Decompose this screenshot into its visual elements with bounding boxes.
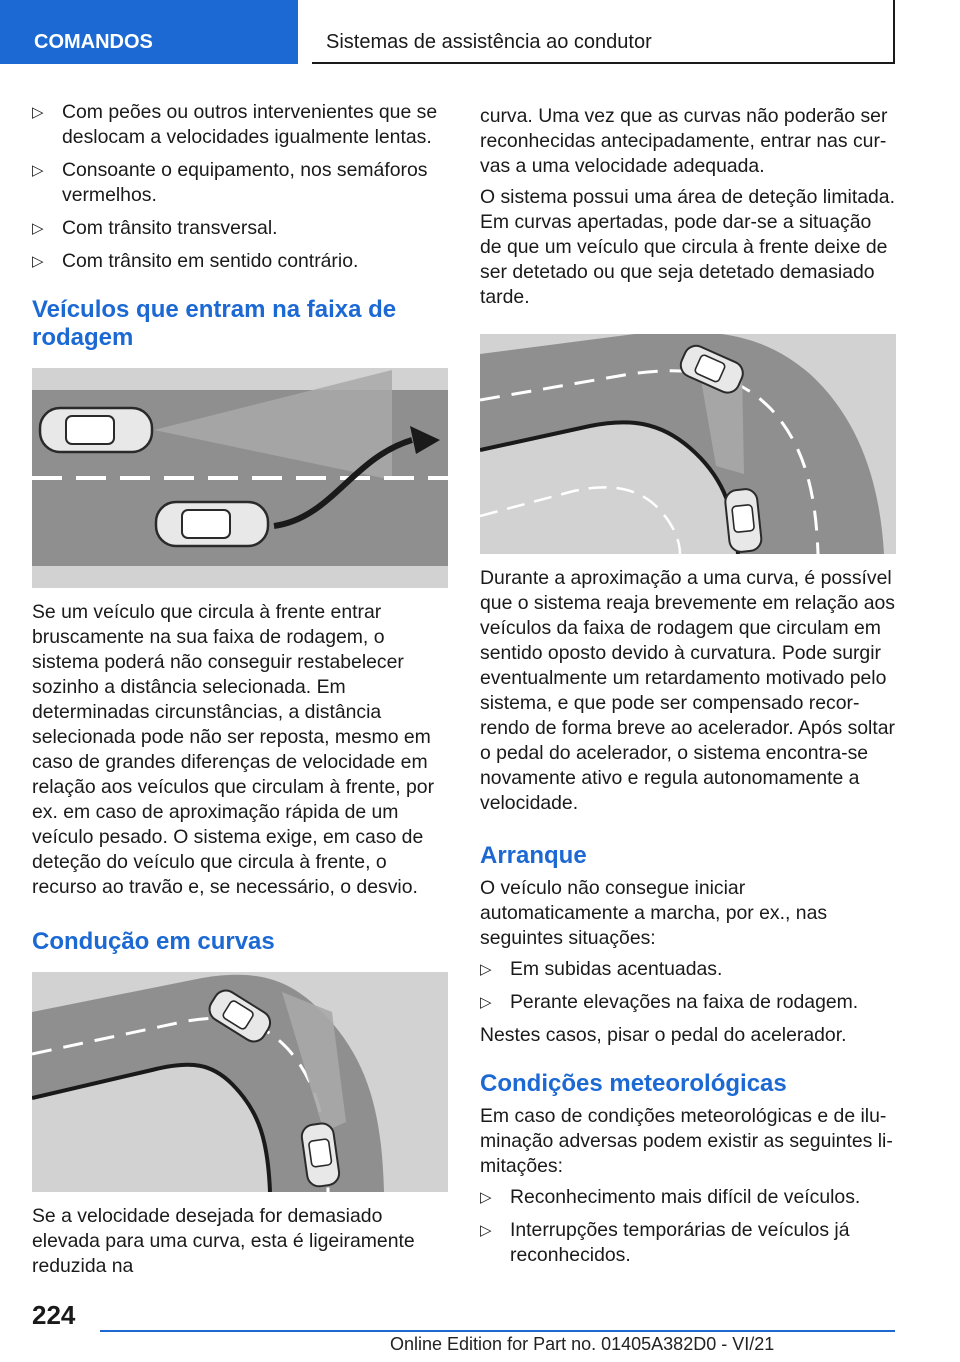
- left-column: [32, 100, 448, 1285]
- list-item: ▷ Perante elevações na faixa de rodagem.: [480, 991, 859, 1013]
- paragraph-nestes: Nestes casos, pisar o pedal do acelerador.: [480, 1024, 847, 1046]
- car-merging: [156, 502, 268, 546]
- paragraph-meteo: Em caso de condições meteorológicas e de iluminação adversas podem existir as seguintes limitações:: [480, 1105, 893, 1177]
- list-item: ▷ Com peões ou outros intervenientes que se deslocam a velocidades igualmente lentas.: [32, 101, 438, 148]
- footer-divider: [100, 1330, 895, 1332]
- triangle-right-icon: ▷: [32, 253, 44, 270]
- footer-edition: Online Edition for Part no. 01405A382D0 - VI/21: [390, 1334, 775, 1354]
- list-item: ▷ Em subidas acentuadas.: [480, 958, 723, 980]
- car-ahead: [40, 408, 152, 452]
- figure-lane-change: [32, 368, 448, 588]
- heading-meteo: Condições meteorológicas: [480, 1070, 787, 1097]
- paragraph-curva-cont: curva. Uma vez que as curvas não poderão ser reconhecidas antecipadamente, entrar nas curvas a uma velocidade adequada.: [480, 105, 888, 177]
- paragraph-aproximacao: Durante a aproximação a uma curva, é possível que o sistema reaja brevemente em relação aos veículos da faixa de rodagem que circulam em sentido oposto devido à curvatura. Pode surgir eventualmente um retardamento motivado pelo sistema, e que pode ser compensado recorrendo de forma breve ao acelerador. Após soltar o pedal do acelerador, o sistema encontra-se novamente ativo e regula autonomamente a velocidade.: [480, 567, 895, 814]
- list-item: ▷ Interrupções temporárias de veículos já reconhecidos.: [480, 1219, 850, 1266]
- list-item: ▷ Consoante o equipamento, nos semáforos vermelhos.: [32, 159, 428, 206]
- figure-curve-large: [480, 334, 896, 554]
- heading-curvas: Condução em curvas: [32, 928, 275, 955]
- heading-arranque: Arranque: [480, 842, 587, 869]
- triangle-right-icon: ▷: [32, 104, 44, 121]
- heading-faixa: Veículos que entram na faixa de rodagem: [32, 296, 397, 351]
- triangle-right-icon: ▷: [480, 961, 492, 978]
- figure-curve-small: [32, 972, 448, 1192]
- list-item: ▷ Com trânsito em sentido contrário.: [32, 250, 359, 272]
- chapter-title: Sistemas de assistência ao condutor: [312, 0, 895, 64]
- list-item: ▷ Com trânsito transversal.: [32, 217, 278, 239]
- list-item: ▷ Reconhecimento mais difícil de veículos.: [480, 1186, 861, 1208]
- right-column: [480, 104, 896, 1276]
- triangle-right-icon: ▷: [480, 1189, 492, 1206]
- paragraph-area: O sistema possui uma área de deteção limitada. Em curvas apertadas, pode dar-se a situação de que um veículo que circula à frente deixe de ser detetado ou que seja detetado demasiado tarde.: [480, 186, 895, 308]
- paragraph-curvas: Se a velocidade desejada for demasiado elevada para uma curva, esta é ligeiramente reduzida na: [32, 1205, 415, 1277]
- page-number: 224: [32, 1300, 76, 1330]
- triangle-right-icon: ▷: [480, 994, 492, 1011]
- triangle-right-icon: ▷: [32, 220, 44, 237]
- paragraph-faixa: Se um veículo que circula à frente entrar bruscamente na sua faixa de rodagem, o sistema poderá não conseguir restabelecer sozinho a distância selecionada. Em determinadas circunstâncias, a distância selecionada pode não ser reposta, mesmo em caso de grandes diferenças de velocidade em relação aos veículos que circulam à frente, por ex. em caso de aproximação rápida de um veículo pesado. O sistema exige, em caso de deteção do veículo que circula à frente, o recurso ao travão e, se necessário, o desvio.: [32, 601, 435, 898]
- car-curve-bottom: [724, 488, 762, 553]
- section-tab: COMANDOS: [0, 0, 298, 64]
- paragraph-arranque: O veículo não consegue iniciar automaticamente a marcha, por ex., nas seguintes situações:: [480, 877, 828, 949]
- triangle-right-icon: ▷: [32, 162, 44, 179]
- triangle-right-icon: ▷: [480, 1222, 492, 1239]
